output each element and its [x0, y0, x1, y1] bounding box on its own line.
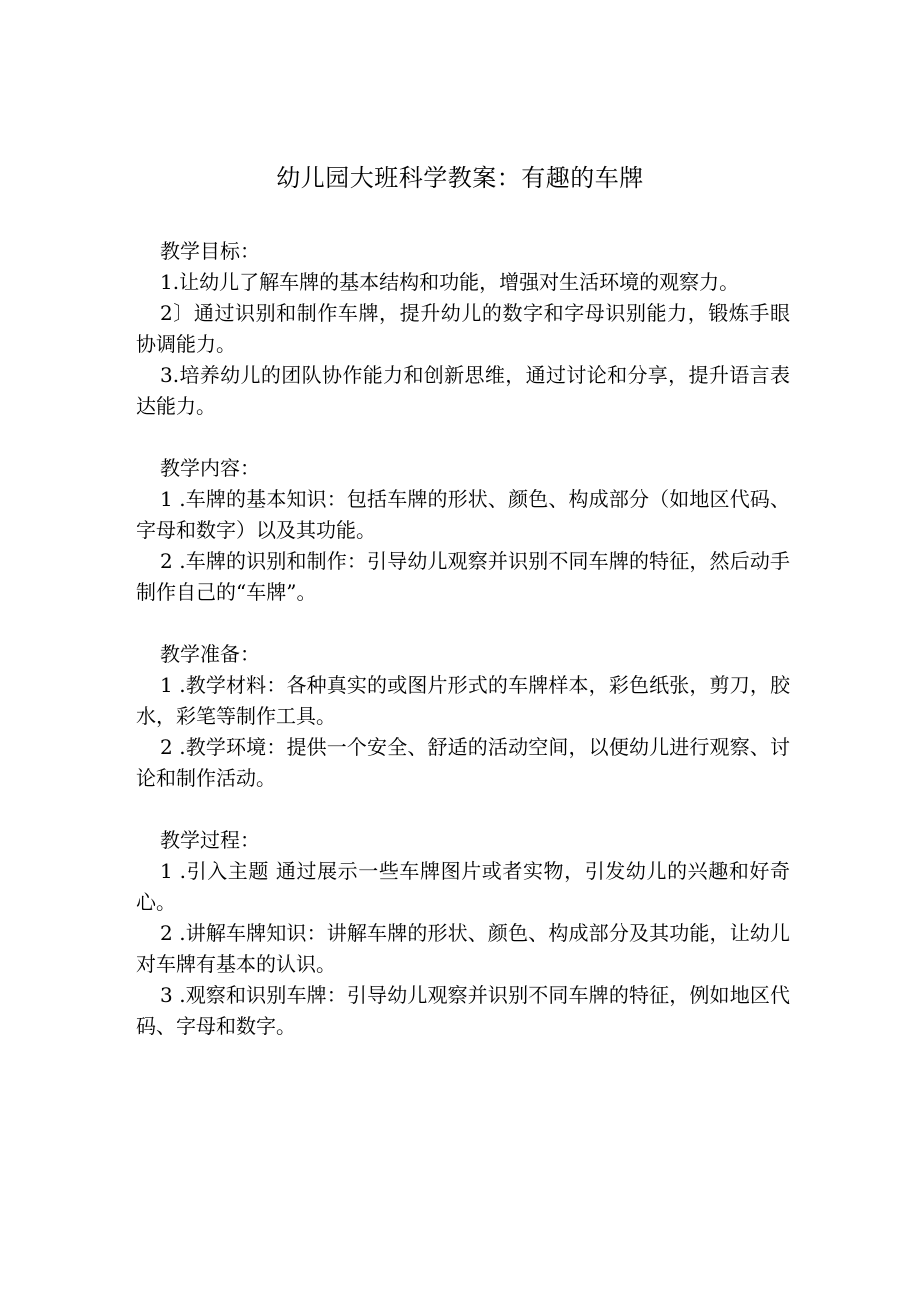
list-item: 1 .车牌的基本知识：包括车牌的形状、颜色、构成部分（如地区代码、字母和数字）以及其功能。 — [136, 487, 790, 542]
list-item: 1 .教学材料：各种真实的或图片形式的车牌样本，彩色纸张，剪刀，胶水，彩笔等制作工具。 — [136, 673, 790, 728]
list-item: 1 .引入主题 通过展示一些车牌图片或者实物，引发幼儿的兴趣和好奇心。 — [136, 859, 790, 914]
list-item: 3 .观察和识别车牌：引导幼儿观察并识别不同车牌的特征，例如地区代码、字母和数字。 — [136, 983, 790, 1038]
list-item: 3.培养幼儿的团队协作能力和创新思维，通过讨论和分享，提升语言表达能力。 — [136, 363, 790, 418]
section-teaching-process — [136, 825, 790, 1042]
section-teaching-goals — [136, 236, 790, 422]
section-heading: 教学目标： — [160, 239, 260, 263]
document-title: 幼儿园大班科学教案：有趣的车牌 — [276, 164, 644, 192]
document-body — [136, 236, 790, 1073]
section-heading: 教学内容： — [160, 456, 260, 480]
section-teaching-content — [136, 453, 790, 608]
list-item: 2〕通过识别和制作车牌，提升幼儿的数字和字母识别能力，锻炼手眼协调能力。 — [136, 301, 790, 356]
section-heading: 教学准备： — [160, 642, 260, 666]
section-teaching-preparation — [136, 639, 790, 794]
section-heading: 教学过程： — [160, 828, 260, 852]
list-item: 2 .讲解车牌知识：讲解车牌的形状、颜色、构成部分及其功能，让幼儿对车牌有基本的认识。 — [136, 921, 790, 976]
list-item: 2 .车牌的识别和制作：引导幼儿观察并识别不同车牌的特征，然后动手制作自己的“车牌”。 — [136, 549, 790, 604]
list-item: 2 .教学环境：提供一个安全、舒适的活动空间，以便幼儿进行观察、讨论和制作活动。 — [136, 735, 790, 790]
list-item: 1.让幼儿了解车牌的基本结构和功能，增强对生活环境的观察力。 — [160, 270, 740, 294]
